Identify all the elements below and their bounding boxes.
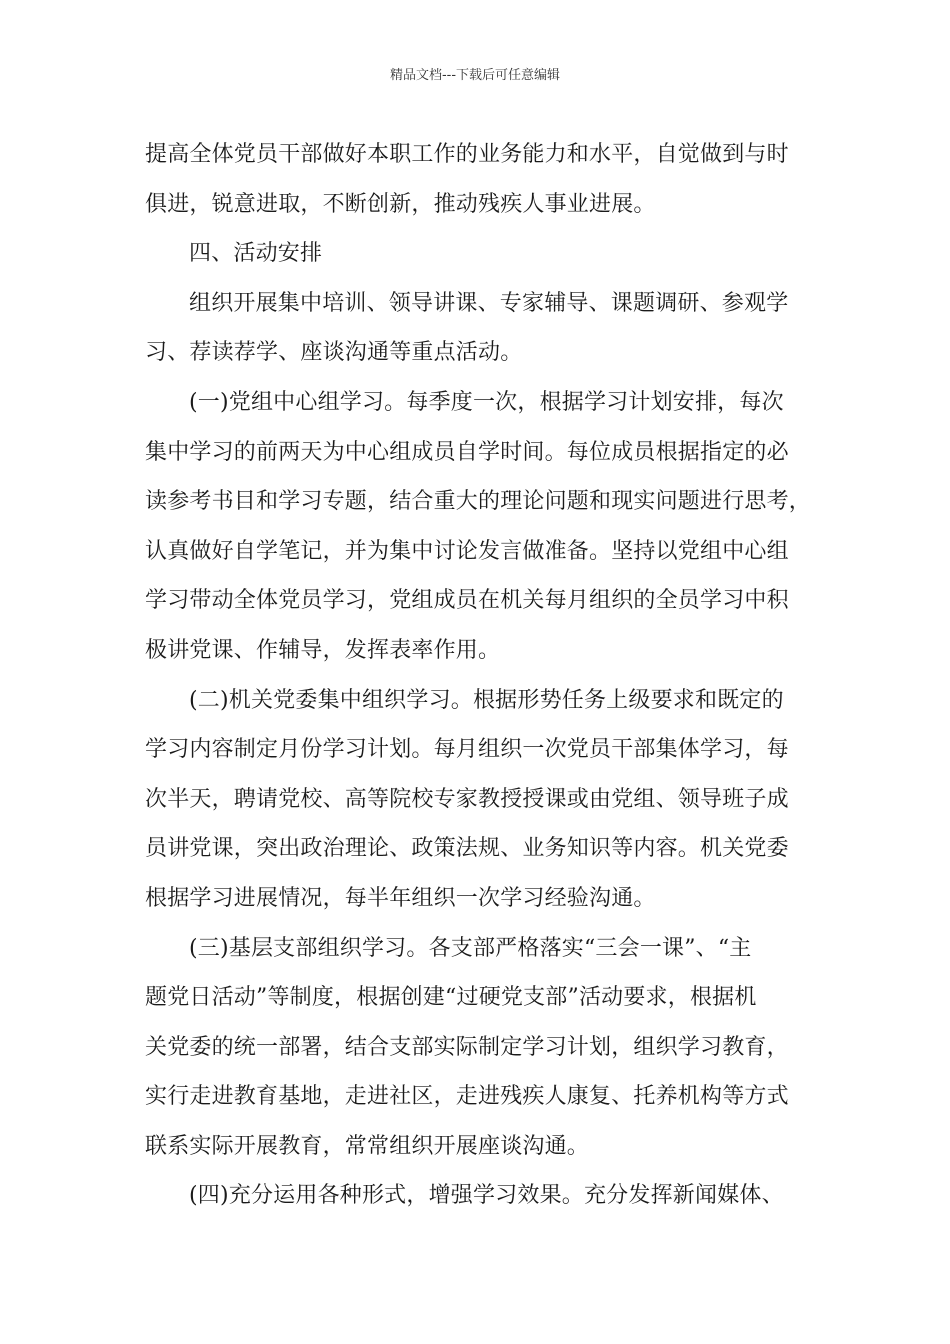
text-line: 联系实际开展教育，常常组织开展座谈沟通。 bbox=[145, 1133, 590, 1159]
section-heading: 四、活动安排 bbox=[189, 241, 323, 267]
text-line: 俱进，锐意进取，不断创新，推动残疾人事业进展。 bbox=[145, 191, 656, 217]
text-line: 题党日活动”等制度，根据创建“过硬党支部”活动要求，根据机 bbox=[145, 985, 757, 1011]
page-header: 精品文档---下载后可任意编辑 bbox=[389, 68, 561, 83]
text-line: (一)党组中心组学习。每季度一次，根据学习计划安排，每次 bbox=[189, 389, 784, 415]
text-line: 学习内容制定月份学习计划。每月组织一次党员干部集体学习，每 bbox=[145, 737, 789, 763]
text-line: (二)机关党委集中组织学习。根据形势任务上级要求和既定的 bbox=[189, 687, 784, 713]
text-line: 学习带动全体党员学习，党组成员在机关每月组织的全员学习中积 bbox=[145, 588, 789, 614]
text-line: 习、荐读荐学、座谈沟通等重点活动。 bbox=[145, 340, 523, 366]
text-line: (三)基层支部组织学习。各支部严格落实“三会一课”、“主 bbox=[189, 935, 752, 961]
text-line: 认真做好自学笔记，并为集中讨论发言做准备。坚持以党组中心组 bbox=[145, 538, 789, 564]
text-line: 关党委的统一部署，结合支部实际制定学习计划，组织学习教育， bbox=[145, 1034, 789, 1060]
text-line: 集中学习的前两天为中心组成员自学时间。每位成员根据指定的必 bbox=[145, 439, 789, 465]
text-line: 根据学习进展情况，每半年组织一次学习经验沟通。 bbox=[145, 885, 656, 911]
document-body bbox=[145, 130, 825, 1221]
text-line: 次半天，聘请党校、高等院校专家教授授课或由党组、领导班子成 bbox=[145, 786, 789, 812]
text-line: 实行走进教育基地，走进社区，走进残疾人康复、托养机构等方式 bbox=[145, 1084, 789, 1110]
text-line: 组织开展集中培训、领导讲课、专家辅导、课题调研、参观学 bbox=[189, 290, 789, 316]
text-line: 提高全体党员干部做好本职工作的业务能力和水平，自觉做到与时 bbox=[145, 142, 789, 167]
text-line: 读参考书目和学习专题，结合重大的理论问题和现实问题进行思考， bbox=[145, 489, 812, 515]
text-line: 员讲党课，突出政治理论、政策法规、业务知识等内容。机关党委 bbox=[145, 836, 789, 862]
text-line: 极讲党课、作辅导，发挥表率作用。 bbox=[145, 637, 501, 663]
text-line: (四)充分运用各种形式，增强学习效果。充分发挥新闻媒体、 bbox=[189, 1183, 784, 1209]
